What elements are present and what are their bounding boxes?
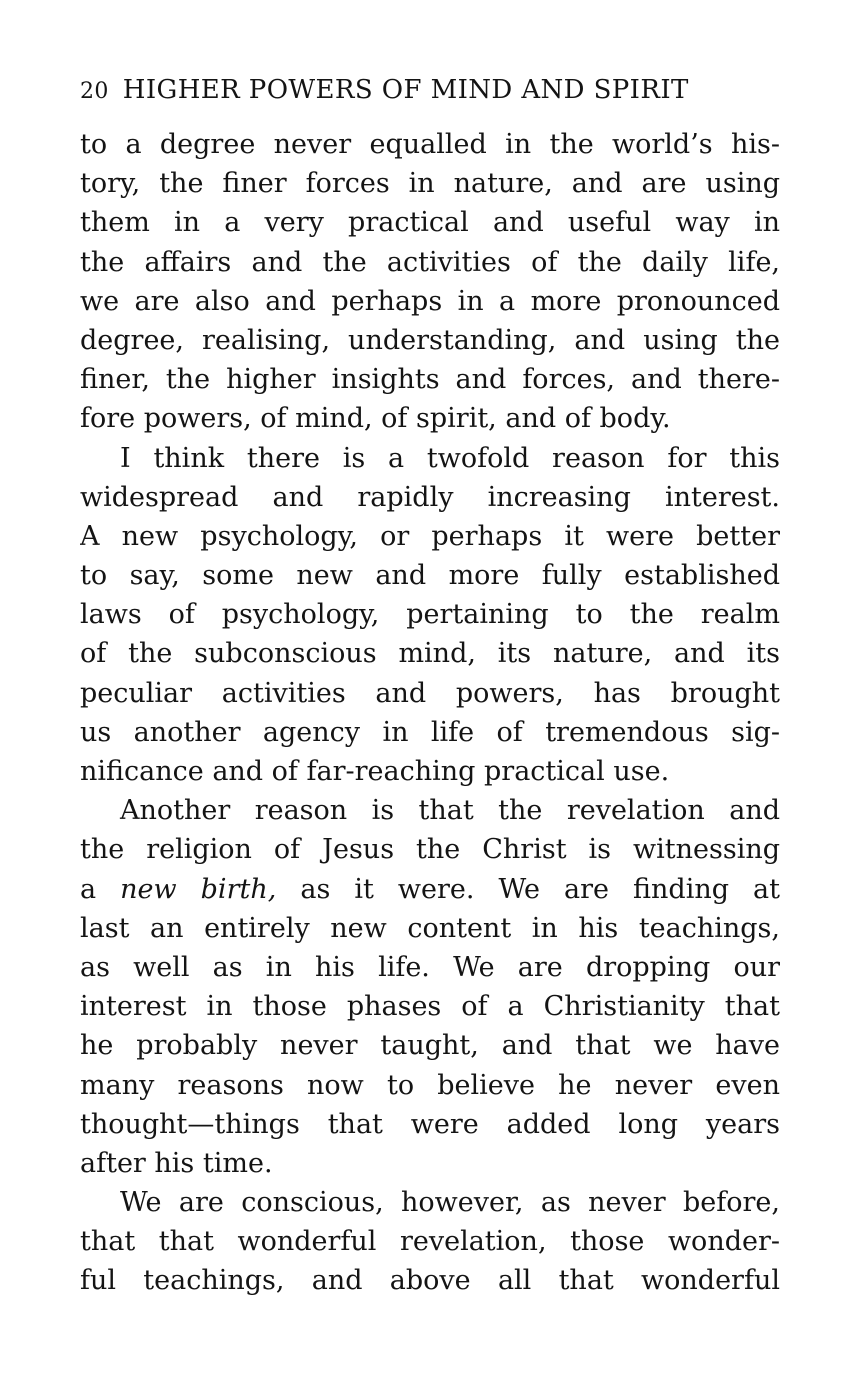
- text-line: many reasons now to believe he never even: [80, 1069, 780, 1101]
- text-run: as it were. We are finding at: [276, 873, 780, 905]
- running-head: [80, 70, 780, 110]
- text-line: after his time.: [80, 1147, 273, 1179]
- text-line: the affairs and the activities of the daily life,: [80, 246, 780, 278]
- text-line: he probably never taught, and that we have: [80, 1030, 780, 1062]
- paragraph-3: [80, 791, 780, 1183]
- text-line: peculiar activities and powers, has brought: [80, 677, 780, 709]
- running-title: HIGHER POWERS OF MIND AND SPIRIT: [122, 75, 689, 105]
- text-line: thought—things that were added long years: [80, 1108, 780, 1140]
- text-line: widespread and rapidly increasing interest.: [80, 481, 780, 513]
- text-line: us another agency in life of tremendous sig-: [80, 716, 780, 748]
- text-line: nificance and of far-reaching practical use.: [80, 756, 670, 787]
- text-line: A new psychology, or perhaps it were better: [80, 520, 780, 552]
- text-line: fore powers, of mind, of spirit, and of body.: [80, 403, 671, 435]
- text-line: the religion of Jesus the Christ is witnessing: [80, 834, 780, 866]
- page-number: 20: [80, 79, 109, 104]
- text-line: that that wonderful revelation, those wonder-: [80, 1226, 780, 1258]
- paragraph-1: [80, 125, 780, 439]
- text-line: last an entirely new content in his teachings,: [80, 912, 780, 944]
- text-line: I think there is a twofold reason for this: [120, 442, 780, 474]
- text-line: to say, some new and more fully established: [80, 560, 780, 592]
- text-line: We are conscious, however, as never before,: [120, 1187, 780, 1219]
- text-line: them in a very practical and useful way in: [80, 207, 780, 239]
- text-run: a: [80, 873, 121, 905]
- text-line: ful teachings, and above all that wonderful: [80, 1265, 780, 1297]
- text-line: to a degree never equalled in the world’s his-: [80, 129, 780, 160]
- text-line: interest in those phases of a Christianity that: [80, 991, 780, 1023]
- text-line: laws of psychology, pertaining to the realm: [80, 599, 780, 631]
- paragraph-4: [80, 1183, 780, 1301]
- text-line: we are also and perhaps in a more pronounced: [80, 285, 780, 317]
- emphasized-phrase: new birth,: [120, 873, 277, 905]
- body-text: [80, 125, 780, 1301]
- text-line: Another reason is that the revelation and: [120, 795, 780, 827]
- text-line: of the subconscious mind, its nature, and its: [80, 638, 780, 670]
- text-line: degree, realising, understanding, and using the: [80, 324, 780, 356]
- text-line: tory, the finer forces in nature, and are using: [80, 168, 780, 200]
- paragraph-2: [80, 439, 780, 792]
- text-line-with-emphasis: [80, 870, 780, 909]
- text-line: as well as in his life. We are dropping our: [80, 951, 780, 983]
- text-line: finer, the higher insights and forces, and there-: [80, 364, 780, 396]
